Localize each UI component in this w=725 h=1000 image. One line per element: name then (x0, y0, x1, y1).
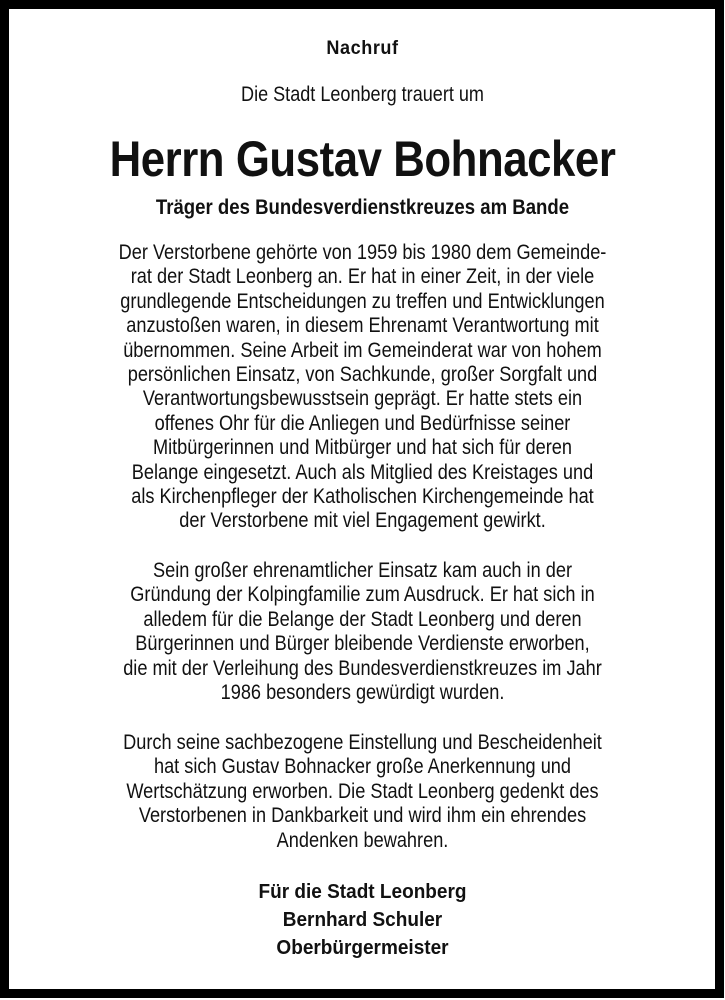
text-line: übernommen. Seine Arbeit im Gemeinderat war von hohem (123, 338, 602, 362)
text-line: der Verstorbene mit viel Engagement gewirkt. (179, 509, 546, 533)
signature-organization: Für die Stadt Leonberg (258, 881, 467, 903)
text-line: hat sich Gustav Bohnacker große Anerkennung und (153, 755, 572, 779)
text-line: als Kirchenpfleger der Katholischen Kirchengemeinde hat (131, 485, 594, 509)
text-line: Der Verstorbene gehörte von 1959 bis 1980 dem Gemeinde- (118, 241, 607, 264)
signature-name: Bernhard Schuler (282, 909, 443, 931)
text-line: anzustoßen waren, in diesem Ehrenamt Verantwortung mit (126, 314, 599, 338)
text-line: rat der Stadt Leonberg an. Er hat in einer Zeit, in der viele (130, 265, 595, 289)
paragraph-career (57, 241, 669, 534)
paragraph-remembrance (57, 731, 669, 853)
text-line: Durch seine sachbezogene Einstellung und Bescheidenheit (123, 731, 602, 754)
text-line: 1986 besonders gewürdigt wurden. (220, 681, 505, 705)
text-line: Sein großer ehrenamtlicher Einsatz kam auch in der (152, 559, 573, 582)
text-line: offenes Ohr für die Anliegen und Bedürfnisse seiner (154, 411, 571, 435)
text-line: alledem für die Belange der Stadt Leonberg und deren (143, 607, 582, 631)
honor-subtitle: Träger des Bundesverdienstkreuzes am Bande (155, 196, 570, 219)
text-line: Andenken bewahren. (276, 828, 449, 852)
paragraph-volunteer-work (57, 559, 669, 705)
notice-kicker: Nachruf (326, 38, 399, 59)
signature-block (27, 878, 699, 962)
obituary-notice (9, 9, 716, 991)
text-line: die mit der Verleihung des Bundesverdienstkreuzes im Jahr (123, 656, 602, 680)
text-line: Wertschätzung erworben. Die Stadt Leonberg gedenkt des (126, 779, 599, 803)
signature-title: Oberbürgermeister (276, 937, 449, 959)
deceased-name: Herrn Gustav Bohnacker (109, 131, 616, 187)
text-line: Mitbürgerinnen und Mitbürger und hat sich für deren (152, 436, 573, 460)
notice-intro: Die Stadt Leonberg trauert um (241, 83, 484, 106)
text-line: Belange eingesetzt. Auch als Mitglied des Kreistages und (131, 460, 594, 484)
text-line: Verantwortungsbewusstsein geprägt. Er hatte stets ein (142, 387, 583, 411)
text-line: grundlegende Entscheidungen zu treffen und Entwicklungen (120, 289, 605, 313)
text-line: Gründung der Kolpingfamilie zum Ausdruck. Er hat sich in (130, 583, 595, 607)
text-line: Verstorbenen in Dankbarkeit und wird ihm ein ehrendes (138, 804, 587, 828)
text-line: Bürgerinnen und Bürger bleibende Verdienste erworben, (135, 632, 590, 656)
text-line: persönlichen Einsatz, von Sachkunde, großer Sorgfalt und (127, 363, 598, 387)
